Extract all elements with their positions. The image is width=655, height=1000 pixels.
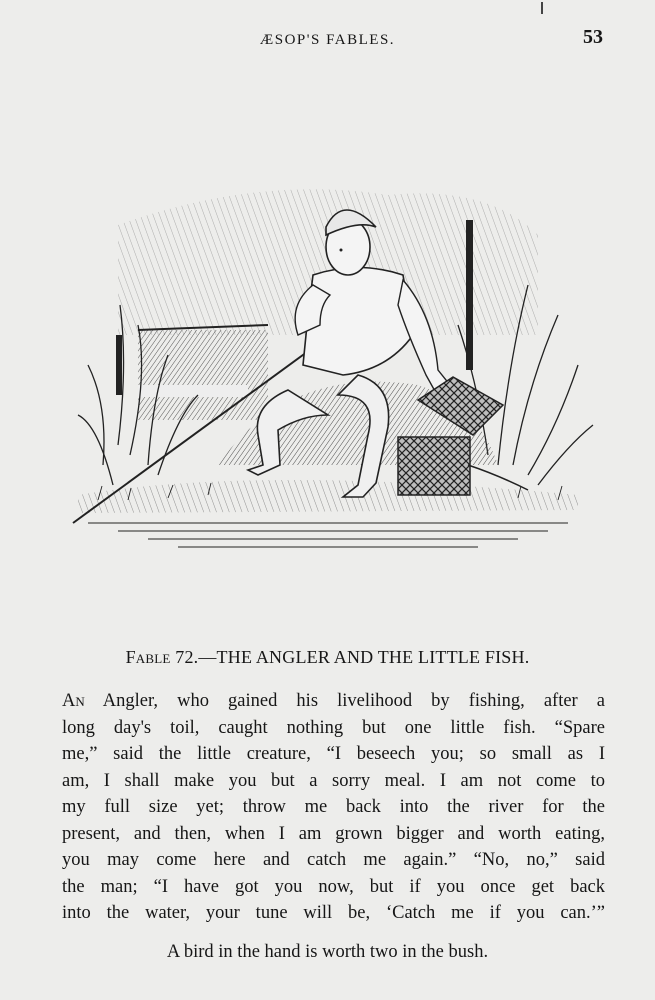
ink-mark xyxy=(541,2,543,14)
page-number: 53 xyxy=(583,26,603,48)
angler-illustration xyxy=(58,165,598,570)
body-line: me,” said the little creature, “I beseech you; so small as I xyxy=(62,744,605,764)
opening-word: An xyxy=(62,691,85,711)
fable-body xyxy=(62,688,605,927)
body-line: present, and then, when I am grown bigger and worth eating, xyxy=(62,823,605,844)
fable-number-title: 72.—THE ANGLER AND THE LITTLE FISH. xyxy=(175,647,530,667)
body-line: into the water, your tune will be, ‘Catch me if you can.’” xyxy=(62,903,605,923)
body-line: the man; “I have got you now, but if you once get back xyxy=(62,876,605,897)
running-header: ÆSOP'S FABLES. xyxy=(259,32,396,48)
body-line: An Angler, who gained his livelihood by fishing, after a xyxy=(62,691,605,711)
body-line: my full size yet; throw me back into the river for the xyxy=(62,797,605,817)
fable-moral: A bird in the hand is worth two in the bush. xyxy=(166,942,489,962)
body-line: long day's toil, caught nothing but one little fish. “Spare xyxy=(62,717,605,738)
body-line: you may come here and catch me again.” “No, no,” said xyxy=(62,850,605,870)
fable-title xyxy=(0,647,655,668)
body-line: am, I shall make you but a sorry meal. I am not come to xyxy=(62,770,605,791)
fable-label: Fable xyxy=(125,647,171,667)
